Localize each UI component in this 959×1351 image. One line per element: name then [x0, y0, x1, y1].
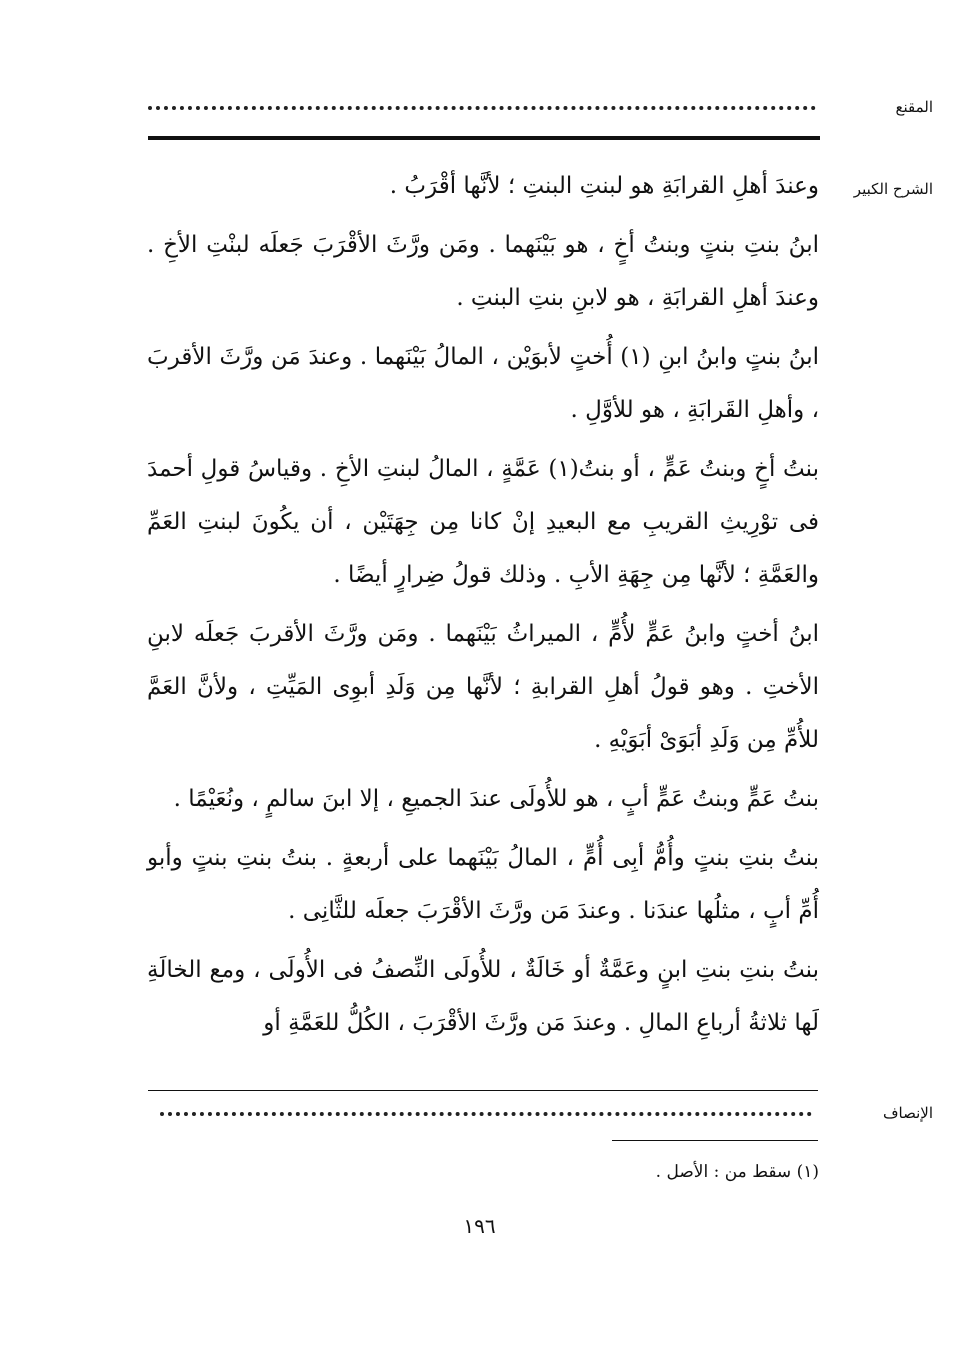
- header-dotted-line: [148, 106, 816, 110]
- page-number: ١٩٦: [463, 1214, 496, 1238]
- footnote: (١) سقط من : الأصل .: [655, 1162, 819, 1182]
- commentary-label: الشرح الكبير: [853, 180, 933, 198]
- paragraph: ابنُ أختٍ وابنُ عَمٍّ لأُمٍّ ، الميراثُ بَيْنَهما . ومَن ورَّثَ الأقربَ جَعلَه لابنِ الأختِ . وهو قولُ أهلِ القرابةِ ؛ لأنَّها مِن وَلَدِ أبوِى المَيِّتِ ، ولأنَّ العَمَّ للأُمِّ مِن وَلَدِ أبَوَىْ أبَوَيْهِ .: [147, 621, 819, 753]
- insaf-label: الإنصاف: [882, 1104, 933, 1122]
- main-text: [147, 160, 819, 1056]
- insaf-rule: [148, 1090, 818, 1091]
- paragraph: بنتُ أخٍ وبنتُ عَمٍّ ، أو بنتُ(١) عَمَّةٍ ، المالُ لبنتِ الأخِ . وقياسُ قولِ أحمدَ فى توْرِيثِ القريبِ مع البعيدِ إنْ كانا مِن جِهَتَيْن ، أن يكُونَ لبنتِ العَمِّ والعَمَّةِ ؛ لأنَّها مِن جِهَةِ الأبِ . وذلك قولُ ضِرارٍ أيضًا .: [147, 456, 819, 588]
- paragraph: وعندَ أهلِ القرابَةِ هو لبنتِ البنتِ ؛ لأنَّها أقْرَبُ .: [389, 173, 819, 199]
- insaf-dotted-line: [160, 1112, 812, 1116]
- paragraph: بنتُ عَمٍّ وبنتُ عَمٍّ أبٍ ، هو للأُولَى عندَ الجميعِ ، إلا ابنَ سالمٍ ، ونُعَيْمًا .: [173, 786, 819, 812]
- header-rule: [148, 136, 820, 140]
- paragraph: بنتُ بنتِ بنتِ ابنٍ وعَمَّةٌ أو خَالَةٌ ، للأُولَى النِّصفُ فى الأُولَى ، ومع الخالَةِ لَها ثلاثةُ أرباعِ المالِ . وعندَ مَن ورَّثَ الأقْرَبَ ، الكُلُّ للعَمَّةِ أو: [147, 957, 819, 1036]
- paragraph: بنتُ بنتِ بنتٍ وأُمُّ أبِى أُمٍّ ، المالُ بَيْنَهما على أربعةٍ . بنتُ بنتِ بنتٍ وأبو أُمِّ أبٍ ، مثلُها عندَنا . وعندَ مَن ورَّثَ الأقْرَبَ جعلَه للثَّانِى .: [147, 845, 819, 924]
- footnote-rule: [612, 1140, 818, 1141]
- paragraph: ابنُ بنتٍ وابنُ ابنِ (١) أُختٍ لأبوَيْن ، المالُ بَيْنَهما . وعندَ مَن ورَّثَ الأقربَ ، وأهلِ القَرابَةِ ، هو للأوَّلِ .: [147, 344, 819, 423]
- book-title-label: المقنع: [895, 98, 933, 116]
- paragraph: ابنُ بنتِ بنتٍ وبنتُ أخٍ ، هو بَيْنَهما . ومَن ورَّثَ الأقْرَبَ جَعلَه لبنْتِ الأخِ . وعندَ أهلِ القرابَةِ ، هو لابنِ بنتِ البنتِ .: [147, 232, 819, 311]
